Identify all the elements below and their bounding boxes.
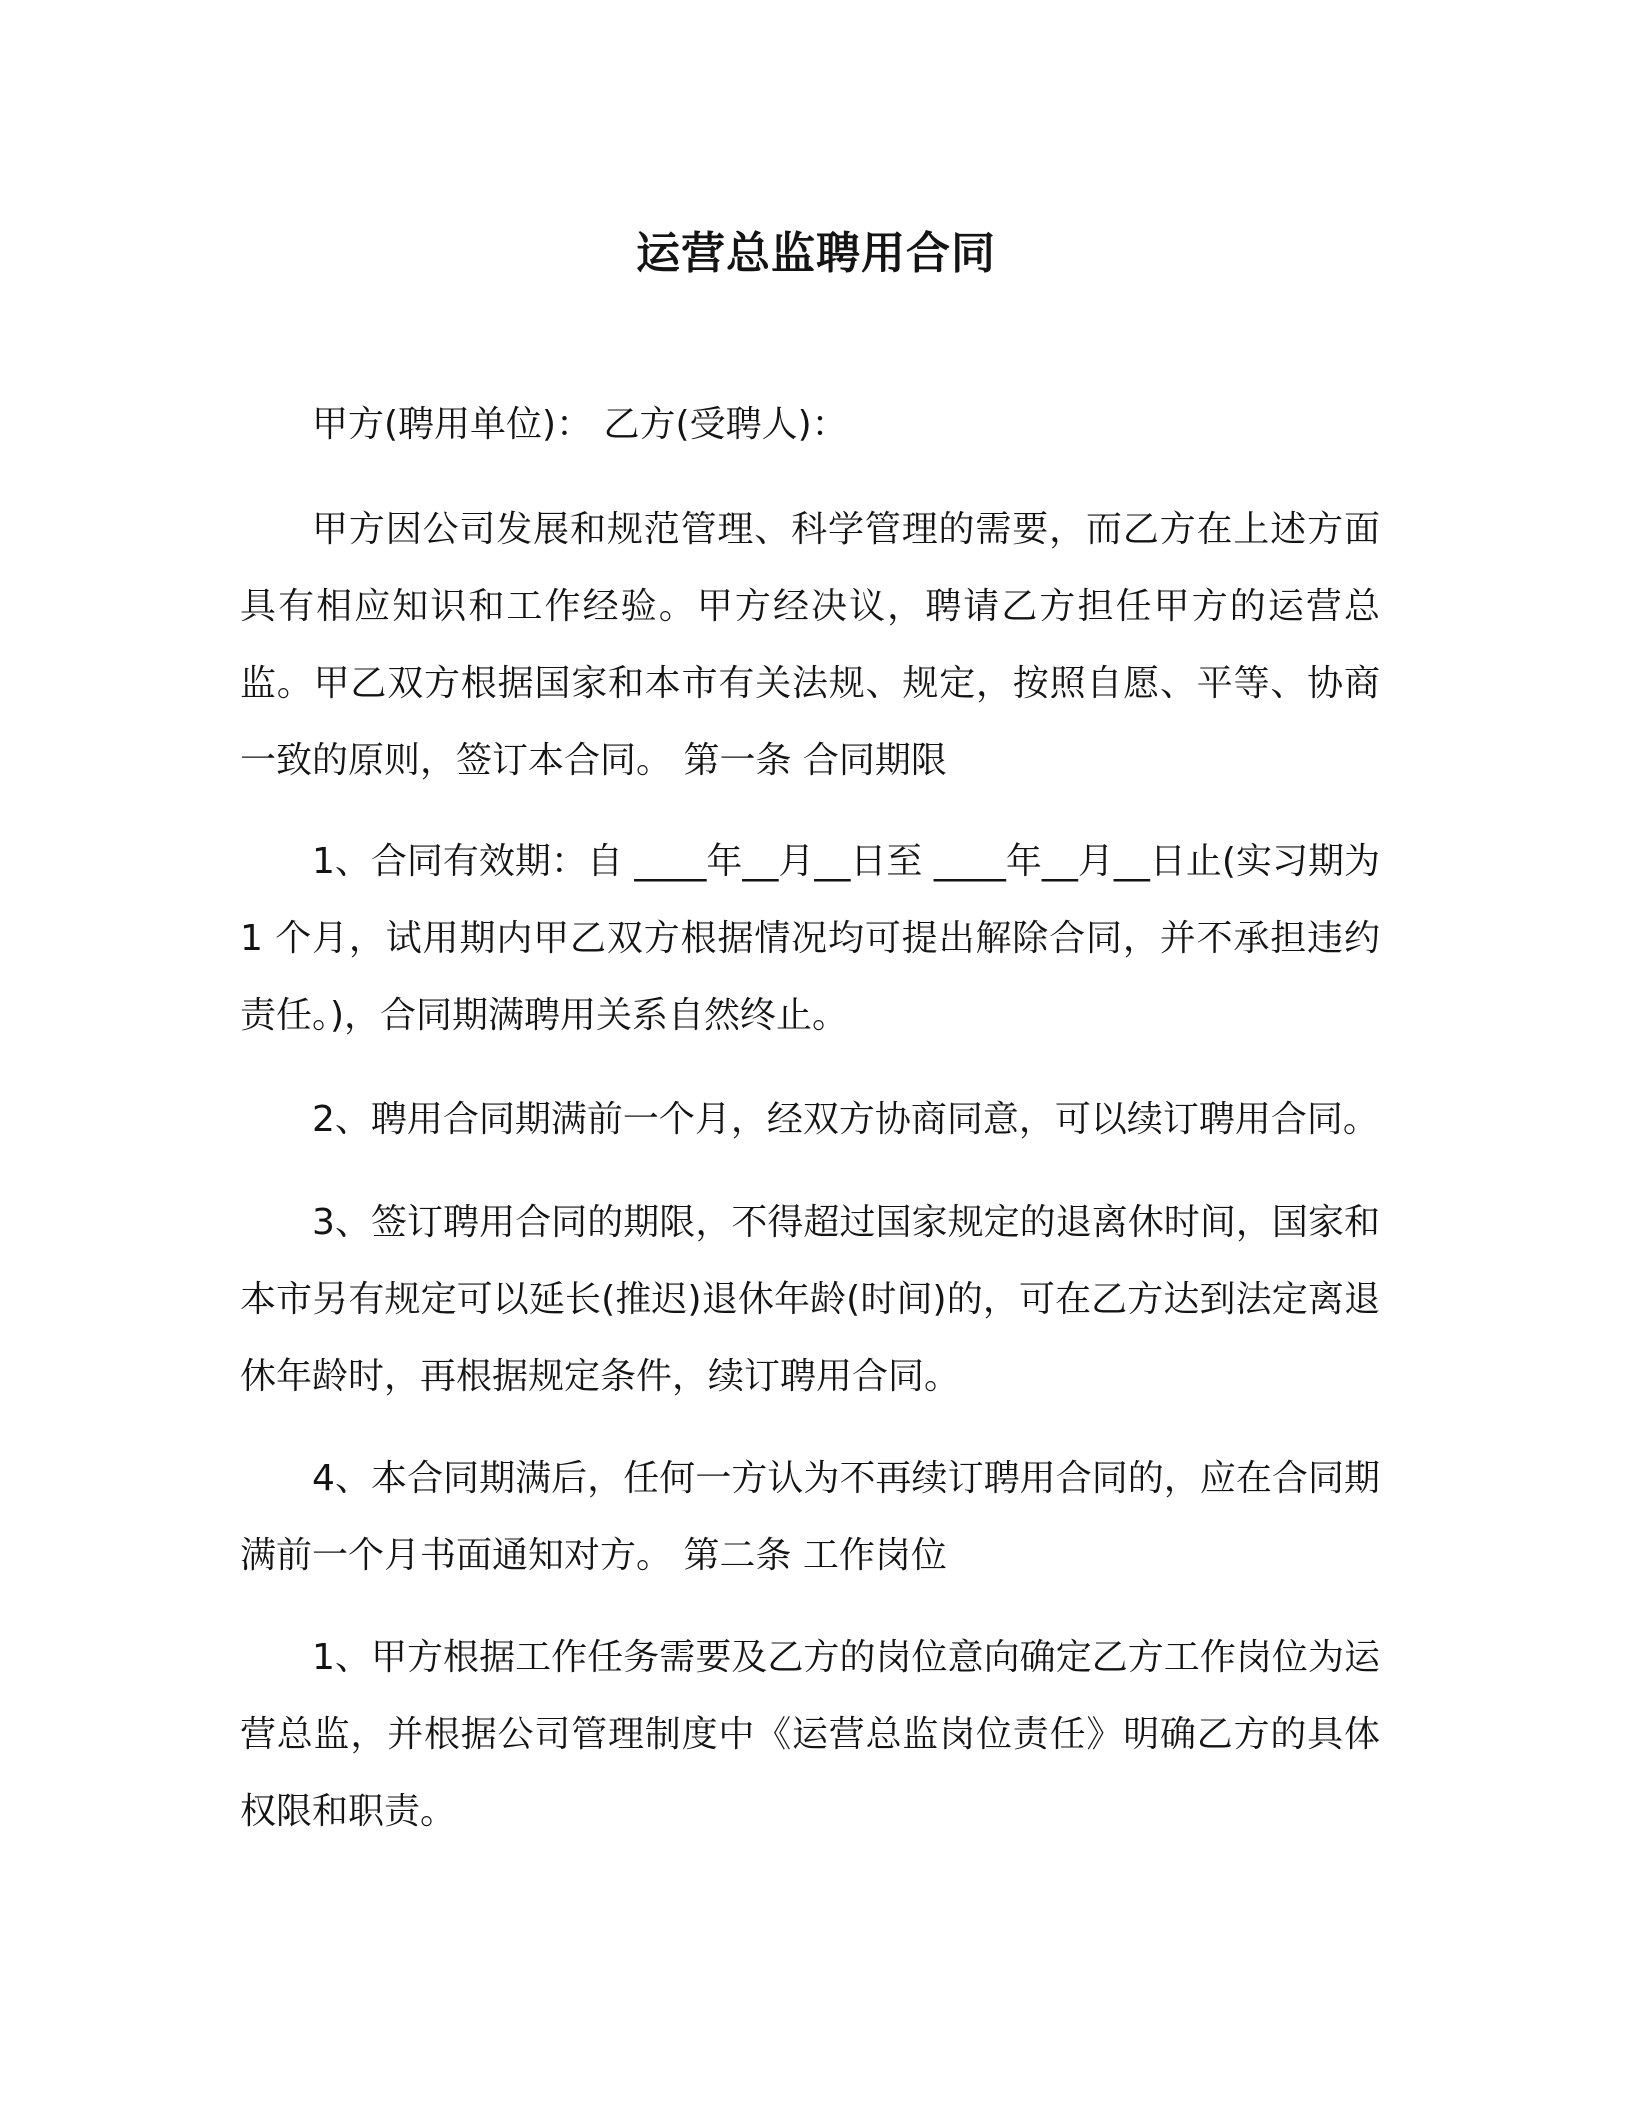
intro-paragraph: 甲方因公司发展和规范管理、科学管理的需要，而乙方在上述方面具有相应知识和工作经验。甲方经决议，聘请乙方担任甲方的运营总监。甲乙双方根据国家和本市有关法规、规定，按照自愿、平等、协商一致的原则，签订本合同。 第一条 合同期限 bbox=[240, 509, 1380, 781]
article1-item4-paragraph: 4、本合同期满后，任何一方认为不再续订聘用合同的，应在合同期满前一个月书面通知对方。 第二条 工作岗位 bbox=[240, 1458, 1380, 1576]
article1-item3-paragraph: 3、签订聘用合同的期限，不得超过国家规定的退离休时间，国家和本市另有规定可以延长(推迟)退休年龄(时间)的，可在乙方达到法定离退休年龄时，再根据规定条件，续订聘用合同。 bbox=[240, 1202, 1380, 1397]
article1-item1-paragraph: 1、合同有效期：自 ____年__月__日至 ____年__月__日止(实习期为 1 个月，试用期内甲乙双方根据情况均可提出解除合同，并不承担违约责任。)，合同期满聘用关系自然终止。 bbox=[240, 841, 1380, 1036]
document-title: 运营总监聘用合同 bbox=[636, 228, 996, 279]
article1-item2-paragraph: 2、聘用合同期满前一个月，经双方协商同意，可以续订聘用合同。 bbox=[312, 1099, 1379, 1140]
parties-line: 甲方(聘用单位)： 乙方(受聘人)： bbox=[312, 404, 848, 445]
article2-item1-paragraph: 1、甲方根据工作任务需要及乙方的岗位意向确定乙方工作岗位为运营总监，并根据公司管理制度中《运营总监岗位责任》明确乙方的具体权限和职责。 bbox=[240, 1637, 1380, 1832]
